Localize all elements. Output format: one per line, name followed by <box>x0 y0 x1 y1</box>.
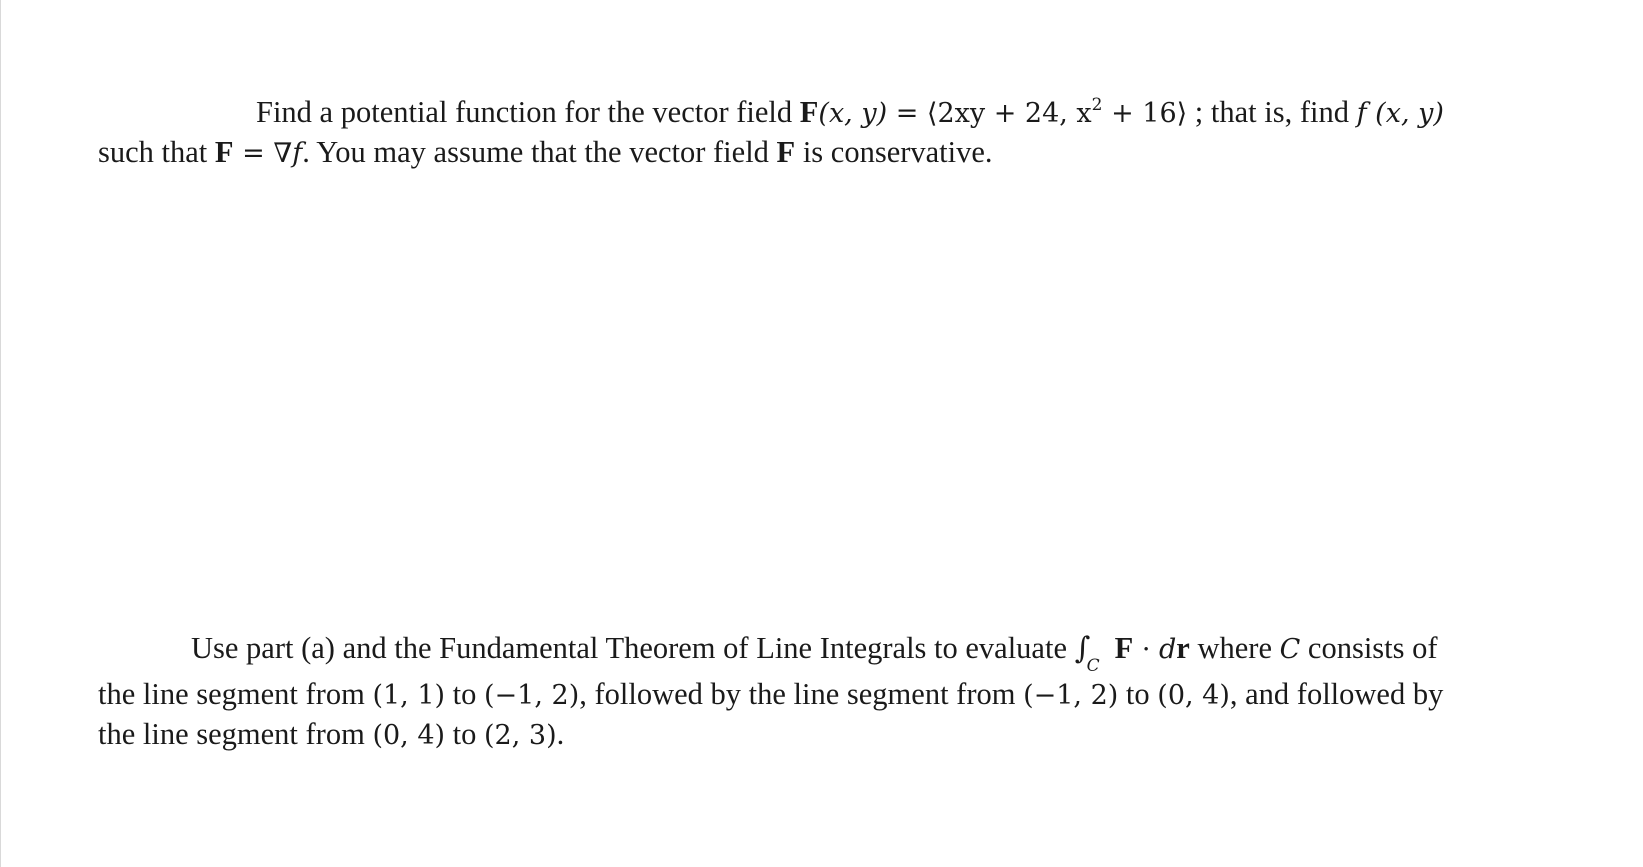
line-integral-symbol <box>1074 629 1115 676</box>
point: (1, 1) <box>372 680 446 711</box>
text-run: to <box>1118 677 1158 711</box>
point: (2, 3) <box>484 720 557 751</box>
text-run: consists of <box>1300 631 1438 665</box>
point: (−1, 2) <box>484 680 580 711</box>
problem-b-line-1 <box>98 629 1548 676</box>
math-args: (x, y) <box>818 98 888 129</box>
vector-field-symbol: F <box>776 135 796 169</box>
point: (0, 4) <box>1157 680 1230 711</box>
text-run: to <box>445 717 485 751</box>
problem-a-line-2 <box>98 133 1548 173</box>
gradient-expression: = ∇f <box>233 138 303 169</box>
problem-b-line-2 <box>98 675 1548 715</box>
page-left-border <box>0 0 1 867</box>
text-run: such that <box>98 135 215 169</box>
text-run: the line segment from <box>98 677 373 711</box>
differential-d: d <box>1159 634 1177 665</box>
position-vector-symbol: r <box>1176 631 1190 665</box>
math-expression: = ⟨2xy + 24, x <box>887 98 1092 129</box>
text-run: is conservative. <box>795 135 993 169</box>
problem-b-line-3 <box>98 715 1548 755</box>
problem-a-text <box>98 86 1548 173</box>
potential-function-symbol: f (x, y) <box>1356 98 1444 129</box>
problem-b-text <box>98 629 1548 755</box>
text-run: the line segment from <box>98 717 373 751</box>
text-run: where <box>1189 631 1280 665</box>
math-exponent: 2 <box>1091 95 1103 115</box>
vector-field-symbol: F <box>799 95 819 129</box>
point: (0, 4) <box>372 720 446 751</box>
integral-subscript: C <box>1086 656 1100 676</box>
text-run: ; that is, find <box>1187 95 1357 129</box>
dot-operator: · <box>1133 634 1159 665</box>
text-run: Find a potential function for the vector field <box>256 95 800 129</box>
vector-field-symbol: F <box>214 135 234 169</box>
text-run: to <box>445 677 485 711</box>
curve-symbol: C <box>1279 634 1301 665</box>
vector-field-symbol: F <box>1114 631 1134 665</box>
text-run: , and followed by <box>1229 677 1444 711</box>
point: (−1, 2) <box>1023 680 1119 711</box>
problem-a-line-1 <box>98 86 1548 133</box>
math-expression-end: + 16⟩ <box>1102 98 1188 129</box>
integral-sign: ∫ <box>1074 631 1091 666</box>
text-run: . You may assume that the vector field <box>302 135 777 169</box>
text-run: , followed by the line segment from <box>579 677 1024 711</box>
text-run: Use part (a) and the Fundamental Theorem of Line Integrals to evaluate <box>191 631 1075 665</box>
text-run: . <box>556 717 565 751</box>
